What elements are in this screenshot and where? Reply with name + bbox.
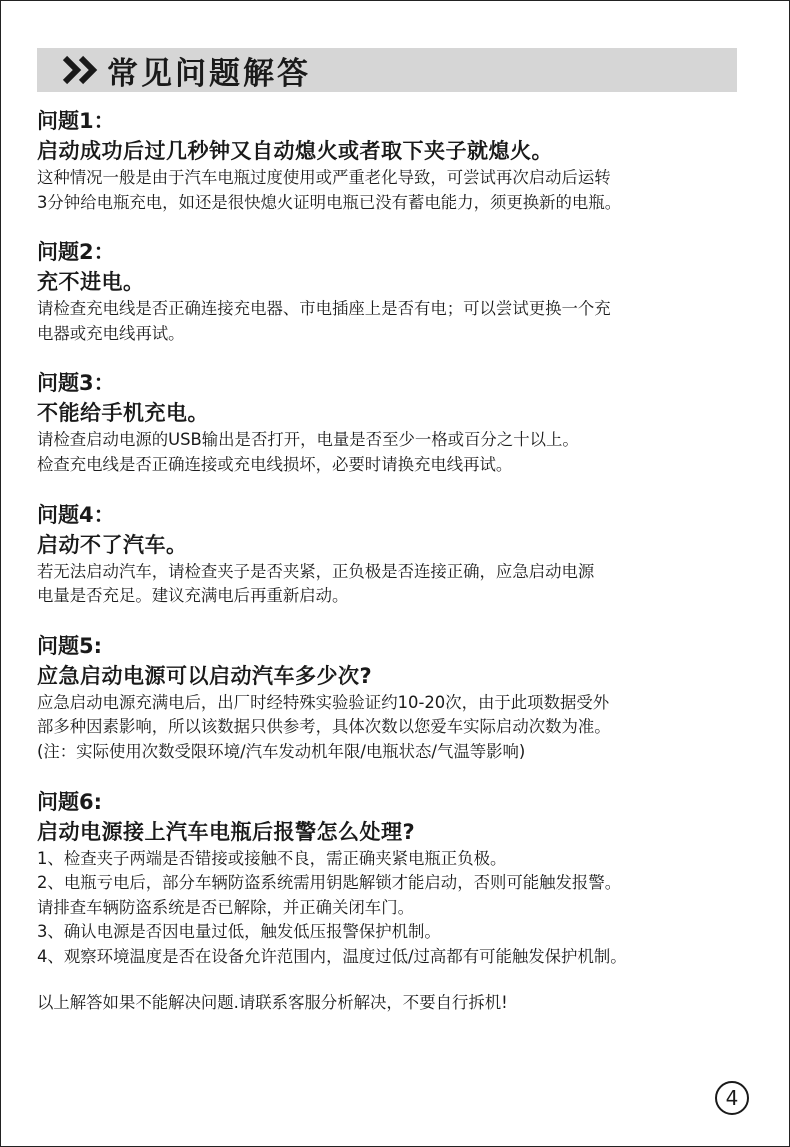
page-number [715, 1081, 749, 1115]
page-title: 常见问题解答 [107, 55, 311, 92]
question-title: 启动电源接上汽车电瓶后报警怎么处理? [37, 819, 416, 844]
faq-item [37, 106, 752, 215]
faq-list [37, 106, 752, 992]
question-title: 不能给手机充电。 [37, 401, 209, 426]
faq-item [37, 500, 752, 609]
answer-text: 应急启动电源充满电后，出厂时经特殊实验验证约10-20次，由于此项数据受外 部多种因素影响，所以该数据只供参考，具体次数以您爱车实际启动次数为准。 (注：实际使用次数受限环境/汽车发动机年限/电瓶状态/气温等影响) [37, 692, 611, 761]
answer-text: 若无法启动汽车，请检查夹子是否夹紧，正负极是否连接正确，应急启动电源 电量是否充足。建议充满电后再重新启动。 [37, 561, 595, 606]
faq-item [37, 237, 752, 346]
question-title: 应急启动电源可以启动汽车多少次? [37, 663, 373, 688]
faq-item [37, 787, 752, 970]
question-title: 启动不了汽车。 [37, 532, 188, 557]
faq-item [37, 631, 752, 765]
question-number: 问题2： [37, 240, 115, 265]
question-number: 问题4： [37, 502, 115, 527]
faq-item [37, 368, 752, 477]
answer-text: 这种情况一般是由于汽车电瓶过度使用或严重老化导致，可尝试再次启动后运转 3分钟给电瓶充电，如还是很快熄火证明电瓶已没有蓄电能力，须更换新的电瓶。 [37, 168, 622, 212]
answer-text: 1、检查夹子两端是否错接或接触不良，需正确夹紧电瓶正负极。 2、电瓶亏电后，部分车辆防盗系统需用钥匙解锁才能启动，否则可能触发报警。 请排查车辆防盗系统是否已解除，并正确关闭车门。 3、确认电源是否因电量过低，触发低压报警保护机制。 4、观察环境温度是否在设备允许范围内，温度过低/过高都有可能触发保护机制。 [37, 848, 627, 966]
double-chevron-right-icon [61, 55, 101, 85]
question-number: 问题3： [37, 371, 115, 396]
question-number: 问题5: [37, 633, 103, 658]
answer-text: 请检查充电线是否正确连接充电器、市电插座上是否有电；可以尝试更换一个充 电器或充电线再试。 [37, 299, 611, 343]
question-title: 充不进电。 [37, 270, 145, 295]
question-number: 问题6: [37, 789, 103, 814]
page-number-label: 4 [725, 1086, 739, 1110]
question-number: 问题1： [37, 109, 115, 133]
section-header [37, 48, 737, 92]
answer-text: 请检查启动电源的USB输出是否打开，电量是否至少一格或百分之十以上。 检查充电线是否正确连接或充电线损坏，必要时请换充电线再试。 [37, 430, 579, 474]
footer-note: 以上解答如果不能解决问题.请联系客服分析解决，不要自行拆机! [37, 993, 508, 1012]
question-title: 启动成功后过几秒钟又自动熄火或者取下夹子就熄火。 [37, 139, 553, 163]
